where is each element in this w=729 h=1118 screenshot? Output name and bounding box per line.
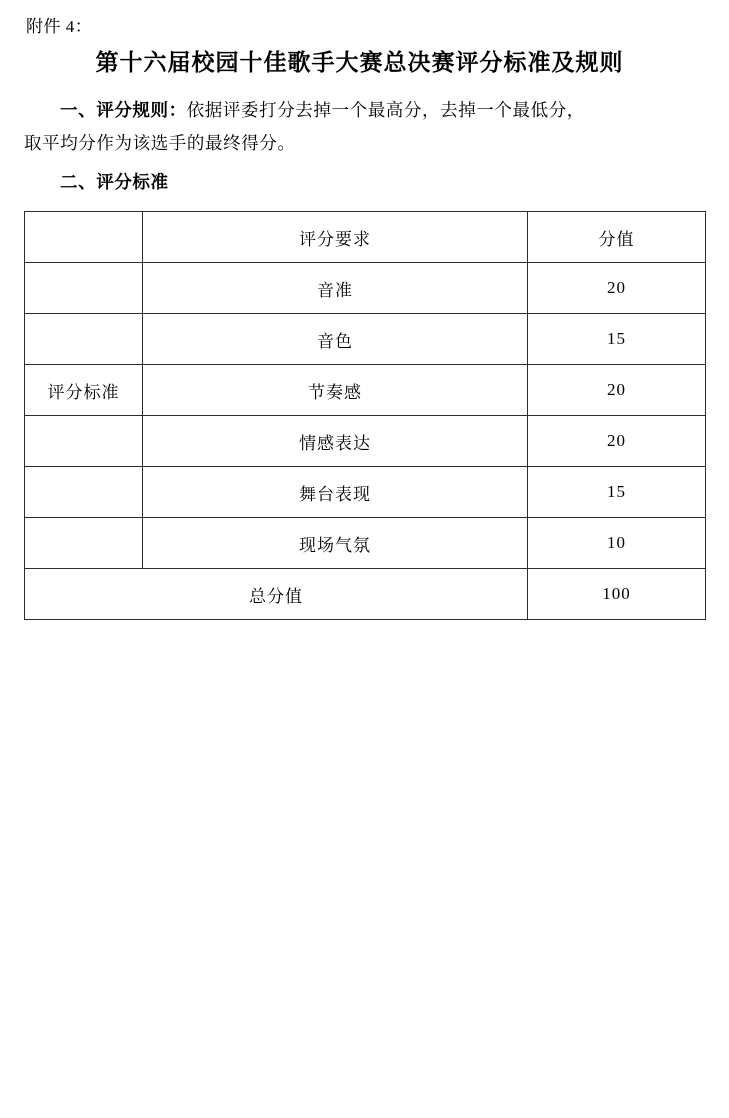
table-row: [25, 263, 706, 314]
scoring-standard-table: [24, 211, 706, 620]
table-cell-requirement: 节奏感: [143, 365, 528, 416]
table-cell-value: 15: [528, 467, 706, 518]
attachment-label: 附件 4：: [26, 17, 93, 36]
table-row: [25, 314, 706, 365]
table-total-label: 总分值: [25, 569, 528, 620]
scoring-rules-lead: 一、评分规则：: [60, 100, 187, 120]
scoring-standard-heading: 二、评分标准: [60, 172, 169, 192]
table-cell-value: 20: [528, 263, 706, 314]
table-cell-requirement: 音色: [143, 314, 528, 365]
table-row: [25, 518, 706, 569]
table-header-value: 分值: [528, 212, 706, 263]
table-cell-value: 10: [528, 518, 706, 569]
table-cell-value: 15: [528, 314, 706, 365]
table-cell-empty: [25, 263, 143, 314]
table-header-row: [25, 212, 706, 263]
table-cell-requirement: 情感表达: [143, 416, 528, 467]
table-total-value: 100: [528, 569, 706, 620]
table-total-row: [25, 569, 706, 620]
page-title: 第十六届校园十佳歌手大赛总决赛评分标准及规则: [95, 50, 624, 75]
table-cell-requirement: 舞台表现: [143, 467, 528, 518]
table-cell-empty: [25, 314, 143, 365]
table-row: [25, 365, 706, 416]
table-cell-value: 20: [528, 365, 706, 416]
scoring-rules-paragraph-line2: 取平均分作为该选手的最终得分。: [24, 133, 296, 153]
scoring-rules-paragraph: [24, 94, 695, 127]
table-cell-requirement: 音准: [143, 263, 528, 314]
table-cell-empty: [25, 416, 143, 467]
table-row: [25, 416, 706, 467]
table-cell-empty: [25, 518, 143, 569]
scoring-rules-text: 依据评委打分去掉一个最高分，去掉一个最低分，: [186, 100, 585, 120]
table-cell-value: 20: [528, 416, 706, 467]
table-row: [25, 467, 706, 518]
table-corner-cell: [25, 212, 143, 263]
table-cell-empty: [25, 467, 143, 518]
table-header-requirement: 评分要求: [143, 212, 528, 263]
table-cell-requirement: 现场气氛: [143, 518, 528, 569]
table-row-label: 评分标准: [25, 365, 143, 416]
